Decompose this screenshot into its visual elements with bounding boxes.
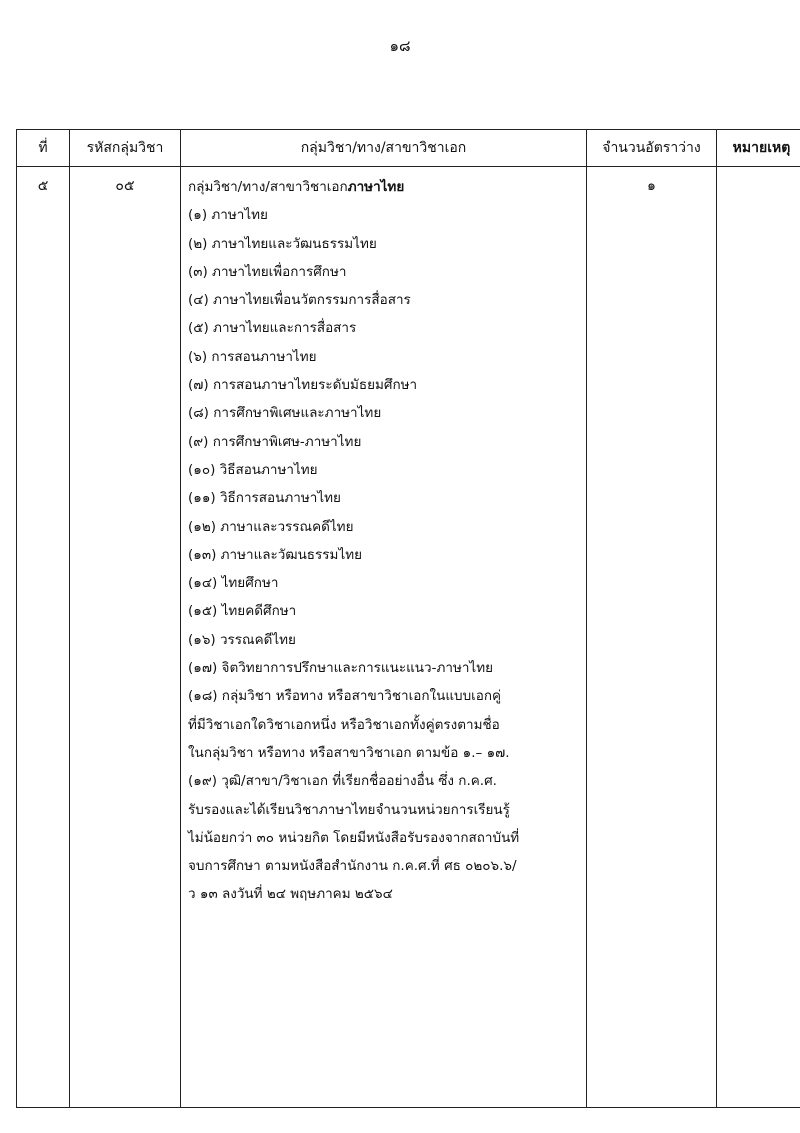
cell-vacancy: ๑ [587,167,717,1108]
item-18-line: (๑๘) กลุ่มวิชา หรือทาง หรือสาขาวิชาเอกในแบบเอกคู่ [188,688,502,705]
header-subject: กลุ่มวิชา/ทาง/สาขาวิชาเอก [181,130,587,167]
list-item: (๖) การสอนภาษาไทย [188,348,317,365]
header-code: รหัสกลุ่มวิชา [70,130,181,167]
list-item: (๑๑) วิธีการสอนภาษาไทย [188,490,341,507]
list-item-19 [188,767,580,908]
item-19-line: (๑๙) วุฒิ/สาขา/วิชาเอก ที่เรียกชื่ออย่างอื่น ซึ่ง ก.ค.ศ. [188,773,497,790]
item-18-line: ที่มีวิชาเอกใดวิชาเอกหนึ่ง หรือวิชาเอกทั้งคู่ตรงตามชื่อ [188,716,500,733]
header-vacancy: จำนวนอัตราว่าง [587,130,717,167]
cell-no: ๕ [17,167,70,1108]
subject-heading [188,173,580,201]
item-19-line: รับรองและได้เรียนวิชาภาษาไทยจำนวนหน่วยการเรียนรู้ [188,801,510,818]
list-item: (๘) การศึกษาพิเศษและภาษาไทย [188,405,382,422]
list-item: (๕) ภาษาไทยและการสื่อสาร [188,320,357,337]
cell-note [717,167,800,1108]
page-number: ๑๘ [389,37,411,55]
list-item-18 [188,682,580,767]
table-row [17,167,800,1108]
item-19-line: ไม่น้อยกว่า ๓๐ หน่วยกิต โดยมีหนังสือรับรองจากสถาบันที่ [188,829,520,846]
item-19-line: ว ๑๓ ลงวันที่ ๒๔ พฤษภาคม ๒๕๖๔ [188,886,393,903]
list-item: (๑๓) ภาษาและวัฒนธรรมไทย [188,546,363,563]
cell-code: ๐๕ [70,167,181,1108]
item-19-line: จบการศึกษา ตามหนังสือสำนักงาน ก.ค.ศ.ที่ ศธ ๐๒๐๖.๖/ [188,858,517,875]
list-item: (๔) ภาษาไทยเพื่อนวัตกรรมการสื่อสาร [188,292,411,309]
list-item: (๓) ภาษาไทยเพื่อการศึกษา [188,263,347,280]
list-item: (๗) การสอนภาษาไทยระดับมัธยมศึกษา [188,377,418,394]
table-header-row [17,130,800,167]
header-no: ที่ [17,130,70,167]
list-item: (๑๐) วิธีสอนภาษาไทย [188,461,318,478]
cell-subject [181,167,587,1108]
list-item: (๑) ภาษาไทย [188,207,268,224]
list-item: (๑๒) ภาษาและวรรณคดีไทย [188,518,354,535]
header-note: หมายเหตุ [717,130,800,167]
subject-list [181,167,586,909]
list-item: (๑๔) ไทยศึกษา [188,575,279,592]
list-item: (๒) ภาษาไทยและวัฒนธรรมไทย [188,235,377,252]
vacancy-table [16,129,800,1108]
list-item: (๑๖) วรรณคดีไทย [188,631,296,648]
subject-heading-bold: ภาษาไทย [347,179,405,195]
list-item: (๙) การศึกษาพิเศษ-ภาษาไทย [188,433,362,450]
item-18-line: ในกลุ่มวิชา หรือทาง หรือสาขาวิชาเอก ตามข้อ ๑.– ๑๗. [188,744,510,761]
subject-heading-prefix: กลุ่มวิชา/ทาง/สาขาวิชาเอก [188,179,348,195]
list-item: (๑๗) จิตวิทยาการปรึกษาและการแนะแนว-ภาษาไทย [188,660,494,677]
list-item: (๑๕) ไทยคดีศึกษา [188,603,297,620]
